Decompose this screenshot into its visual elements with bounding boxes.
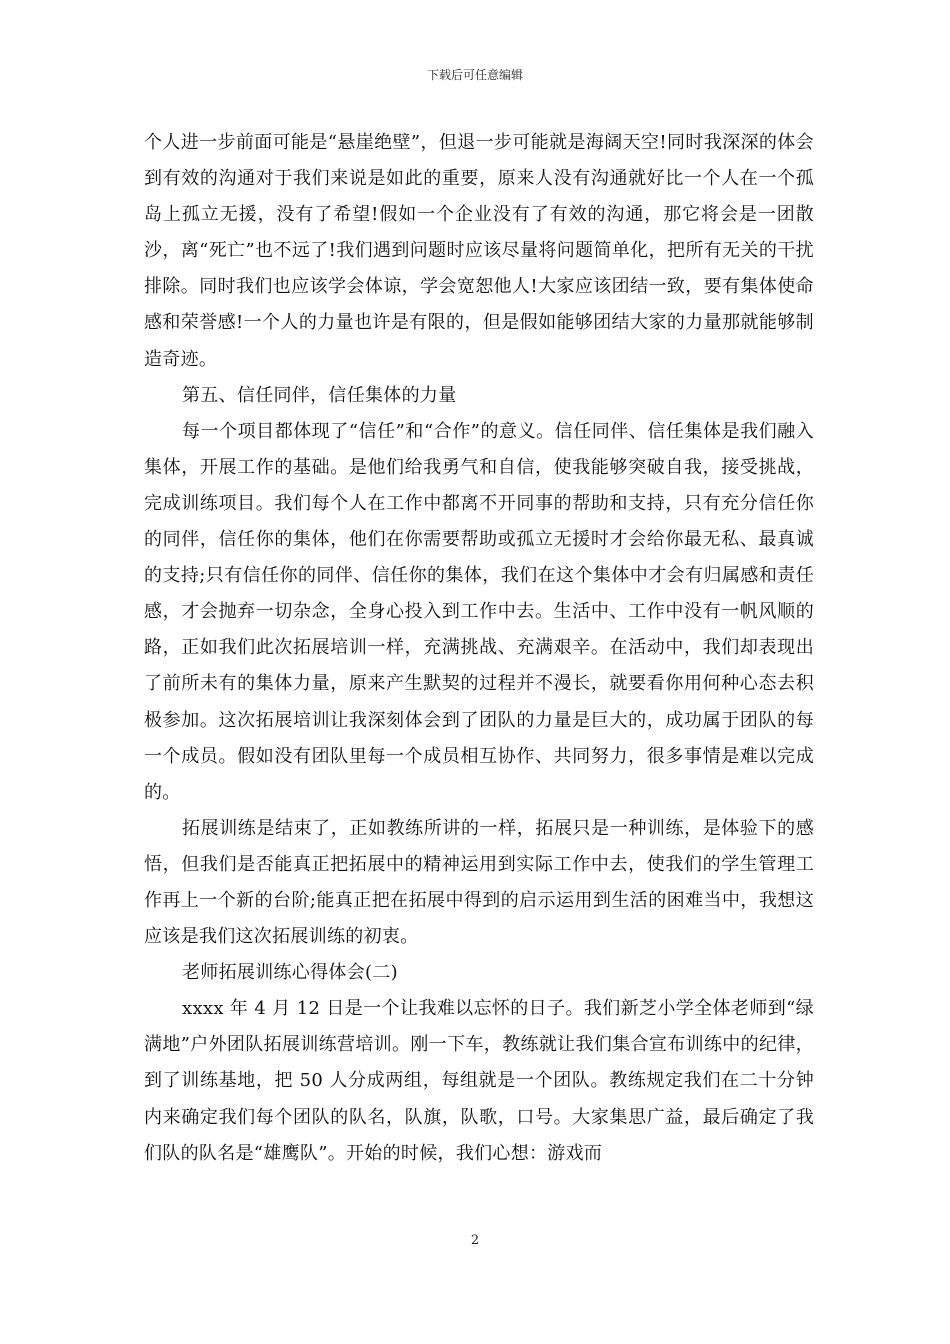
page-header: 下载后可任意编辑 [426, 68, 523, 82]
body-text [144, 125, 814, 1172]
paragraph-conclusion: 拓展训练是结束了，正如教练所讲的一样，拓展只是一种训练，是体验下的感悟，但我们是否能真正把拓展中的精神运用到实际工作中去，使我们的学生管理工作再上一个新的台阶;能真正把在拓展中得到的启示运用到生活的困难当中，我想这应该是我们这次拓展训练的初衷。 [144, 817, 814, 948]
paragraph-continuation: 个人进一步前面可能是“悬崖绝壁”，但退一步可能就是海阔天空!同时我深深的体会到有效的沟通对于我们来说是如此的重要，原来人没有沟通就好比一个人在一个孤岛上孤立无援，没有了希望!假如一个企业没有了有效的沟通，那它将会是一团散沙，离“死亡”也不远了!我们遇到问题时应该尽量将问题简单化，把所有无关的干扰排除。同时我们也应该学会体谅，学会宽恕他人!大家应该团结一致，要有集体使命感和荣誉感!一个人的力量也许是有限的，但是假如能够团结大家的力量那就能够制造奇迹。 [144, 132, 814, 370]
article-title-two: 老师拓展训练心得体会(二) [182, 962, 398, 984]
page-number: 2 [470, 1233, 480, 1248]
paragraph-trust: 每一个项目都体现了“信任”和“合作”的意义。信任同伴、信任集体是我们融入集体，开展工作的基础。是他们给我勇气和自信，使我能够突破自我，接受挑战，完成训练项目。我们每个人在工作中都离不开同事的帮助和支持，只有充分信任你的同伴，信任你的集体，他们在你需要帮助或孤立无援时才会给你最无私、最真诚的支持;只有信任你的同伴、信任你的集体，我们在这个集体中才会有归属感和责任感，才会抛弃一切杂念，全身心投入到工作中去。生活中、工作中没有一帆风顺的路，正如我们此次拓展培训一样，充满挑战、充满艰辛。在活动中，我们却表现出了前所未有的集体力量，原来产生默契的过程并不漫长，就要看你用何种心态去积极参加。这次拓展培训让我深刻体会到了团队的力量是巨大的，成功属于团队的每一个成员。假如没有团队里每一个成员相互协作、共同努力，很多事情是难以完成的。 [144, 420, 814, 803]
paragraph-article-two: xxxx 年 4 月 12 日是一个让我难以忘怀的日子。我们新芝小学全体老师到“绿满地”户外团队拓展训练营培训。刚一下车，教练就让我们集合宣布训练中的纪律，到了训练基地，把 50 人分成两组，每组就是一个团队。教练规定我们在二十分钟内来确定我们每个团队的队名，队旗，队歌，口号。大家集思广益，最后确定了我们队的队名是“雄鹰队”。开始的时候，我们心想：游戏而 [144, 998, 814, 1164]
section-heading-trust: 第五、信任同伴，信任集体的力量 [182, 384, 457, 406]
